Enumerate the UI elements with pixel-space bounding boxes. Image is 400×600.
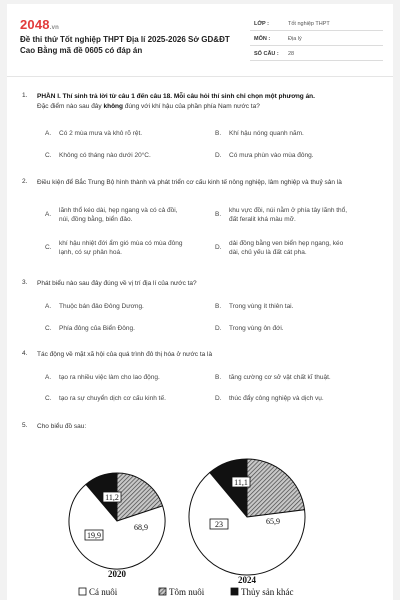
- info-row-subject: [250, 31, 383, 46]
- data-label: 11,2: [105, 493, 119, 502]
- info-key: MÔN :: [254, 36, 271, 42]
- pie-chart-figure: [7, 449, 393, 600]
- section-heading: PHẦN I. Thí sinh trả lời từ câu 1 đến câu 18. Mỗi câu hỏi thí sinh chỉ chọn một phương án.: [37, 93, 315, 100]
- legend-label: Tôm nuôi: [169, 587, 205, 597]
- exam-title: Đề thi thử Tốt nghiệp THPT Địa lí 2025-2026 Sở GD&ĐT Cao Bằng mã đề 0605 có đáp án: [20, 35, 230, 55]
- page-header: [7, 4, 393, 76]
- data-label: 23: [215, 520, 223, 529]
- legend-label: Cá nuôi: [89, 587, 118, 597]
- question-text: Phát biểu nào sau đây đúng về vị trí địa lí của nước ta?: [37, 280, 197, 287]
- question-text: Tác động về mặt xã hội của quá trình đô thị hóa ở nước ta là: [37, 351, 213, 358]
- data-label: 19,9: [87, 531, 101, 540]
- info-key: LỚP :: [254, 21, 269, 27]
- legend-swatch: [231, 588, 238, 595]
- info-row-class: [250, 16, 383, 31]
- info-value: Địa lý: [288, 36, 302, 42]
- slice-tom-nuoi: [247, 459, 305, 517]
- pie-year-label: 2024: [238, 575, 256, 585]
- site-logo[interactable]: 2048.vn: [20, 17, 60, 32]
- pie-year-label: 2020: [108, 569, 126, 579]
- info-value: Tốt nghiệp THPT: [288, 21, 330, 27]
- info-value: 28: [288, 51, 295, 57]
- exam-page: 2048.vn Đề thi thử Tốt nghiệp THPT Địa lí 2025-2026 Sở GD&ĐT Cao Bằng mã đề 0605 có đáp án LỚP : Tốt nghiệp THPT MÔN : Địa lý SỐ CÂU : 28 1. PHẦN I. Thí sinh trả lời từ câu 1 đến câu 18. Mỗi câu hỏi thí sinh chỉ chọn một phương án. Đặc điểm nào sau đây không đúng với khí hậu của phần phía Nam nước ta? A. Có 2 mùa mưa và khô rõ rệt. B. Khí hậu nóng quanh năm. C. Không có tháng nào dưới 20°C. D. Có mưa phùn vào mùa đông. 2. Điều kiện để Bắc Trung Bộ hình thành và phát triển cơ cấu kinh tế nông nghiệp, lâm nghiệp và thuỷ sản là A. lãnh thổ kéo dài, hẹp ngang và có cả đồi, núi, đồng bằng, biển đảo. B. khu vực đồi, núi nằm ở phía tây lãnh thổ, đất feralit khá màu mỡ. C. khí hậu nhiệt đới ẩm gió mùa có mùa đông lạnh, có sự phân hoá. D. dải đồng bằng ven biển hẹp ngang, kéo dài, chủ yếu là đất cát pha. 3. Phát biểu nào sau đây đúng về vị trí địa lí của nước ta? A. Thuộc bán đảo Đông Dương. B. Trong vùng ít thiên tai. C. Phía đông của Biển Đông. D. Trong vùng ôn đới. 4. Tác động về mặt xã hội của quá trình đô thị hóa ở nước ta là A. tạo ra nhiều việc làm cho lao động. B. tăng cường cơ sở vật chất kĩ thuật. C. tạo ra sự chuyển dịch cơ cấu kinh tế. D. thúc đẩy công nghiệp và dịch vụ. 5. Cho biểu đồ sau: 68,9 19,9 11,2 2020 65,9 23 11,1 2024 Cá nuôi Tôm nuôi Thủy sản khác: [7, 4, 393, 600]
- question-text: Điều kiện để Bắc Trung Bộ hình thành và phát triển cơ cấu kinh tế nông nghiệp, lâm nghiệp và thuỷ sản là: [37, 179, 342, 186]
- question-text: PHẦN I. Thí sinh trả lời từ câu 1 đến câu 18. Mỗi câu hỏi thí sinh chỉ chọn một phương án. Đặc điểm nào sau đây không đúng với khí hậu của phần phía Nam nước ta?: [37, 92, 382, 112]
- question-number: 1.: [22, 92, 28, 99]
- legend-swatch: [79, 588, 86, 595]
- pie-chart-svg: [7, 449, 393, 600]
- question-number: 4.: [22, 350, 28, 357]
- info-row-count: [250, 46, 383, 61]
- exam-info-table: [250, 16, 383, 61]
- legend-label: Thủy sản khác: [241, 587, 294, 597]
- data-label: 68,9: [134, 523, 148, 532]
- header-divider: [7, 76, 393, 77]
- question-number: 5.: [22, 422, 28, 429]
- info-key: SỐ CÂU :: [254, 51, 279, 57]
- data-label: 11,1: [234, 478, 248, 487]
- question-number: 2.: [22, 178, 28, 185]
- question-text: Cho biểu đồ sau:: [37, 423, 87, 430]
- legend-swatch: [159, 588, 166, 595]
- question-number: 3.: [22, 279, 28, 286]
- data-label: 65,9: [266, 517, 280, 526]
